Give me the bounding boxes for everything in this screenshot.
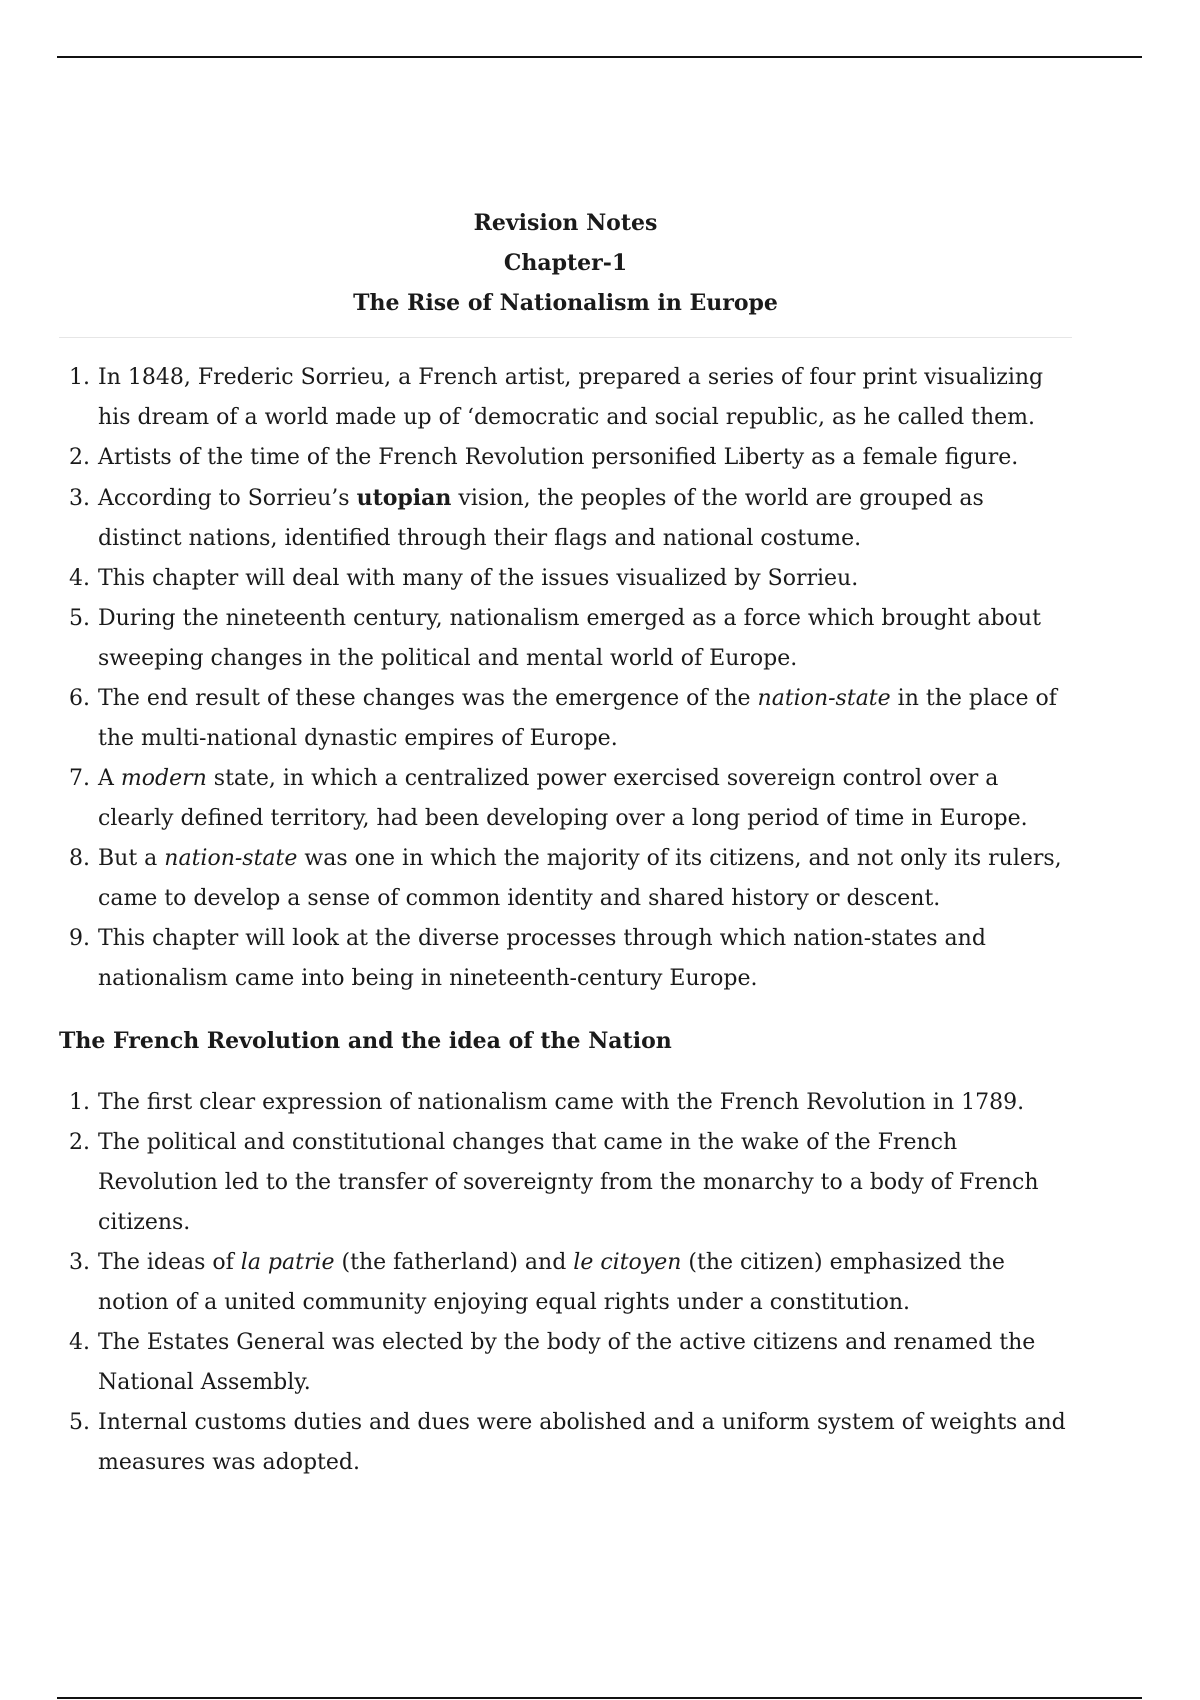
top-rule <box>57 56 1142 58</box>
french-revolution-notes-list <box>59 1083 1072 1483</box>
list-item <box>97 1323 1072 1403</box>
list-item-text: Artists of the time of the French Revolution personified Liberty as a female figure. <box>98 445 1019 470</box>
list-item <box>97 599 1072 679</box>
italic-term: nation-state <box>164 846 298 871</box>
bold-term: utopian <box>356 485 452 511</box>
list-item <box>97 839 1072 919</box>
italic-term: nation-state <box>757 686 891 711</box>
list-item-text: vision, the peoples of the world are grouped as distinct nations, identified through their flags and national costume. <box>98 486 984 551</box>
list-item <box>97 679 1072 759</box>
list-item-text: During the nineteenth century, nationalism emerged as a force which brought about sweeping changes in the political and mental world of Europe. <box>98 606 1041 671</box>
list-item-text: In 1848, Frederic Sorrieu, a French artist, prepared a series of four print visualizing his dream of a world made up of ‘democratic and social republic, as he called them. <box>98 365 1044 430</box>
list-item-text: The first clear expression of nationalism came with the French Revolution in 1789. <box>98 1090 1025 1115</box>
list-item <box>97 478 1072 559</box>
italic-term: modern <box>120 766 207 791</box>
document-body <box>59 203 1072 1483</box>
list-item-text: (the citizen) emphasized the notion of a united community enjoying equal rights under a constitution. <box>98 1250 1005 1315</box>
list-item <box>97 1243 1072 1323</box>
list-item-text: This chapter will deal with many of the issues visualized by Sorrieu. <box>98 566 859 591</box>
list-item-text: in the place of the multi-national dynastic empires of Europe. <box>98 686 1057 751</box>
list-item <box>97 1083 1072 1123</box>
list-item <box>97 759 1072 839</box>
list-item-text: This chapter will look at the diverse processes through which nation-states and nationalism came into being in nineteenth-century Europe. <box>98 926 986 991</box>
list-item-text: (the fatherland) and <box>334 1250 574 1275</box>
title-block <box>59 203 1072 323</box>
bottom-rule <box>57 1697 1142 1699</box>
list-item <box>97 559 1072 599</box>
title-divider <box>59 337 1072 338</box>
list-item <box>97 438 1072 478</box>
list-item-text: The Estates General was elected by the body of the active citizens and renamed the National Assembly. <box>98 1330 1036 1395</box>
list-item <box>97 1123 1072 1243</box>
italic-term: le citoyen <box>573 1250 682 1275</box>
list-item-text: was one in which the majority of its citizens, and not only its rulers, came to develop a sense of common identity and shared history or descent. <box>98 846 1062 911</box>
list-item <box>97 1403 1072 1483</box>
intro-notes-list <box>59 358 1072 999</box>
chapter-subtitle: The Rise of Nationalism in Europe <box>353 290 778 316</box>
list-item-text: The end result of these changes was the emergence of the <box>98 686 758 711</box>
list-item-text: state, in which a centralized power exercised sovereign control over a clearly defined territory, had been developing over a long period of time in Europe. <box>98 766 1028 831</box>
list-item-text: The political and constitutional changes that came in the wake of the French Revolution led to the transfer of sovereignty from the monarchy to a body of French citizens. <box>98 1130 1039 1235</box>
section-heading: The French Revolution and the idea of the Nation <box>59 1028 672 1054</box>
list-item-text: The ideas of <box>98 1250 241 1275</box>
chapter-label: Chapter-1 <box>503 250 628 276</box>
list-item-text: But a <box>98 846 165 871</box>
document-title: Revision Notes <box>473 210 658 236</box>
list-item <box>97 919 1072 999</box>
list-item-text: According to Sorrieu’s <box>98 486 357 511</box>
list-item <box>97 358 1072 438</box>
list-item-text: Internal customs duties and dues were abolished and a uniform system of weights and measures was adopted. <box>98 1410 1066 1475</box>
italic-term: la patrie <box>240 1250 335 1275</box>
list-item-text: A <box>98 766 121 791</box>
